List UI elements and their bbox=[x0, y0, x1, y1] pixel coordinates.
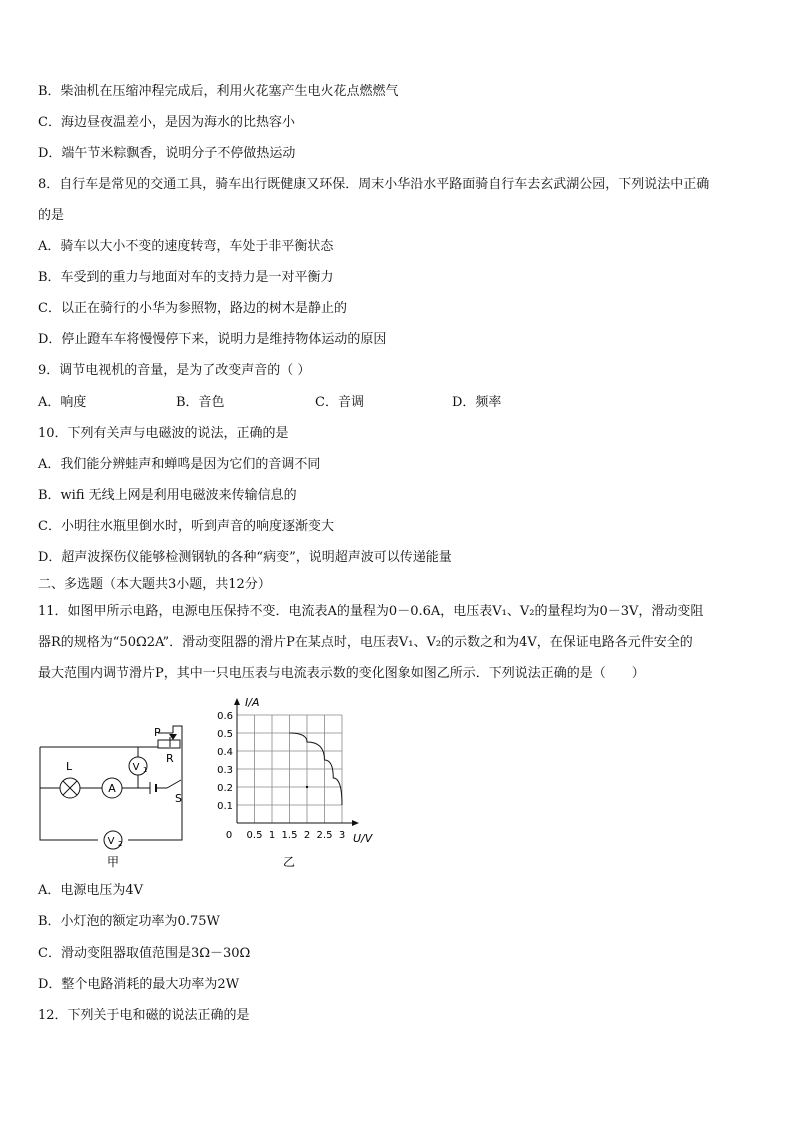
question-8-option-a: A．骑车以大小不变的速度转弯，车处于非平衡状态 bbox=[38, 239, 334, 254]
label-l: L bbox=[66, 760, 73, 773]
y-axis-label: I/A bbox=[245, 696, 260, 709]
question-10-option-d: D．超声波探伤仪能够检测钢轨的各种“病变”，说明超声波可以传递能量 bbox=[38, 550, 452, 565]
battery-icon bbox=[150, 782, 156, 794]
question-11-option-a: A．电源电压为4V bbox=[38, 883, 144, 898]
text-line: B．柴油机在压缩冲程完成后，利用火花塞产生电火花点燃燃气 bbox=[38, 84, 399, 99]
voltmeter-v1-label: V bbox=[132, 762, 140, 773]
voltmeter-v2-label: V bbox=[107, 836, 115, 847]
y-tick-label: 0.2 bbox=[217, 783, 233, 794]
text-line: D．端午节米粽飘香，说明分子不停做热运动 bbox=[38, 146, 296, 161]
x-tick-label: 0.5 bbox=[246, 830, 263, 841]
question-10-option-a: A．我们能分辨蛙声和蝉鸣是因为它们的音调不同 bbox=[38, 457, 321, 472]
question-11-stem-cont: 最大范围内调节滑片P，其中一只电压表与电流表示数的变化图象如图乙所示．下列说法正确的是（ ） bbox=[38, 666, 645, 681]
circuit-diagram bbox=[30, 720, 210, 870]
y-axis-arrow-icon bbox=[234, 698, 240, 705]
question-8-stem: 8．自行车是常见的交通工具，骑车出行既健康又环保．周末小华沿水平路面骑自行车去玄武湖公园，下列说法中正确 bbox=[38, 177, 710, 192]
circuit-caption: 甲 bbox=[106, 855, 120, 869]
question-9-option-d: D．频率 bbox=[452, 395, 502, 410]
x-axis-arrow-icon bbox=[352, 820, 359, 826]
x-tick-label: 2 bbox=[303, 830, 311, 841]
question-9-stem: 9．调节电视机的音量，是为了改变声音的（ ） bbox=[38, 363, 311, 378]
question-8-option-d: D．停止蹬车车将慢慢停下来，说明力是维持物体运动的原因 bbox=[38, 332, 387, 347]
y-tick-label: 0.4 bbox=[217, 747, 233, 758]
lamp-icon bbox=[60, 778, 80, 798]
question-10-option-b: B．wifi 无线上网是利用电磁波来传输信息的 bbox=[38, 488, 297, 503]
text-line: C．海边昼夜温差小，是因为海水的比热容小 bbox=[38, 115, 295, 130]
question-8-option-c: C．以正在骑行的小华为参照物，路边的树木是静止的 bbox=[38, 301, 347, 316]
question-8-option-b: B．车受到的重力与地面对车的支持力是一对平衡力 bbox=[38, 270, 334, 285]
question-10-stem: 10．下列有关声与电磁波的说法，正确的是 bbox=[38, 426, 289, 441]
label-p: P bbox=[154, 726, 161, 739]
label-r: R bbox=[166, 752, 174, 765]
x-tick-label: 3 bbox=[338, 830, 346, 841]
question-11-option-c: C．滑动变阻器取值范围是3Ω－30Ω bbox=[38, 946, 251, 961]
question-9-option-b: B．音色 bbox=[176, 395, 225, 410]
y-tick-label: 0.6 bbox=[217, 711, 233, 722]
x-tick-label: 1.5 bbox=[281, 830, 298, 841]
question-12-stem: 12．下列关于电和磁的说法正确的是 bbox=[38, 1008, 250, 1023]
question-9-option-a: A．响度 bbox=[38, 395, 87, 410]
ammeter-label: A bbox=[108, 782, 116, 795]
question-11-stem-cont: 器R的规格为“50Ω2A”．滑动变阻器的滑片P在某点时，电压表V₁、V₂的示数之和为4V，在保证电路各元件安全的 bbox=[38, 635, 693, 650]
question-11-option-d: D．整个电路消耗的最大功率为2W bbox=[38, 977, 240, 992]
question-11-stem: 11．如图甲所示电路，电源电压保持不变．电流表A的量程为0－0.6A，电压表V₁、V₂的量程均为0－3V，滑动变阻 bbox=[38, 604, 704, 619]
question-8-stem-cont: 的是 bbox=[38, 208, 65, 223]
section-heading: 二、多选题（本大题共3小题，共12分） bbox=[38, 577, 271, 592]
grid-dot bbox=[306, 786, 308, 788]
x-tick-label: 0 bbox=[225, 830, 233, 841]
graph-caption: 乙 bbox=[282, 855, 296, 869]
label-s: S bbox=[175, 792, 182, 805]
x-tick-label: 1 bbox=[268, 830, 276, 841]
y-tick-label: 0.1 bbox=[217, 801, 233, 812]
voltmeter-v2-sub: 2 bbox=[118, 840, 123, 848]
voltmeter-v1-sub: 1 bbox=[143, 766, 148, 774]
iv-graph bbox=[205, 692, 385, 874]
question-9-option-c: C．音调 bbox=[315, 395, 364, 410]
y-tick-label: 0.5 bbox=[217, 729, 233, 740]
question-11-option-b: B．小灯泡的额定功率为0.75W bbox=[38, 914, 220, 929]
x-axis-label: U/V bbox=[353, 832, 373, 845]
y-tick-label: 0.3 bbox=[217, 765, 233, 776]
x-tick-label: 2.5 bbox=[316, 830, 333, 841]
question-10-option-c: C．小明往水瓶里倒水时，听到声音的响度逐渐变大 bbox=[38, 519, 334, 534]
